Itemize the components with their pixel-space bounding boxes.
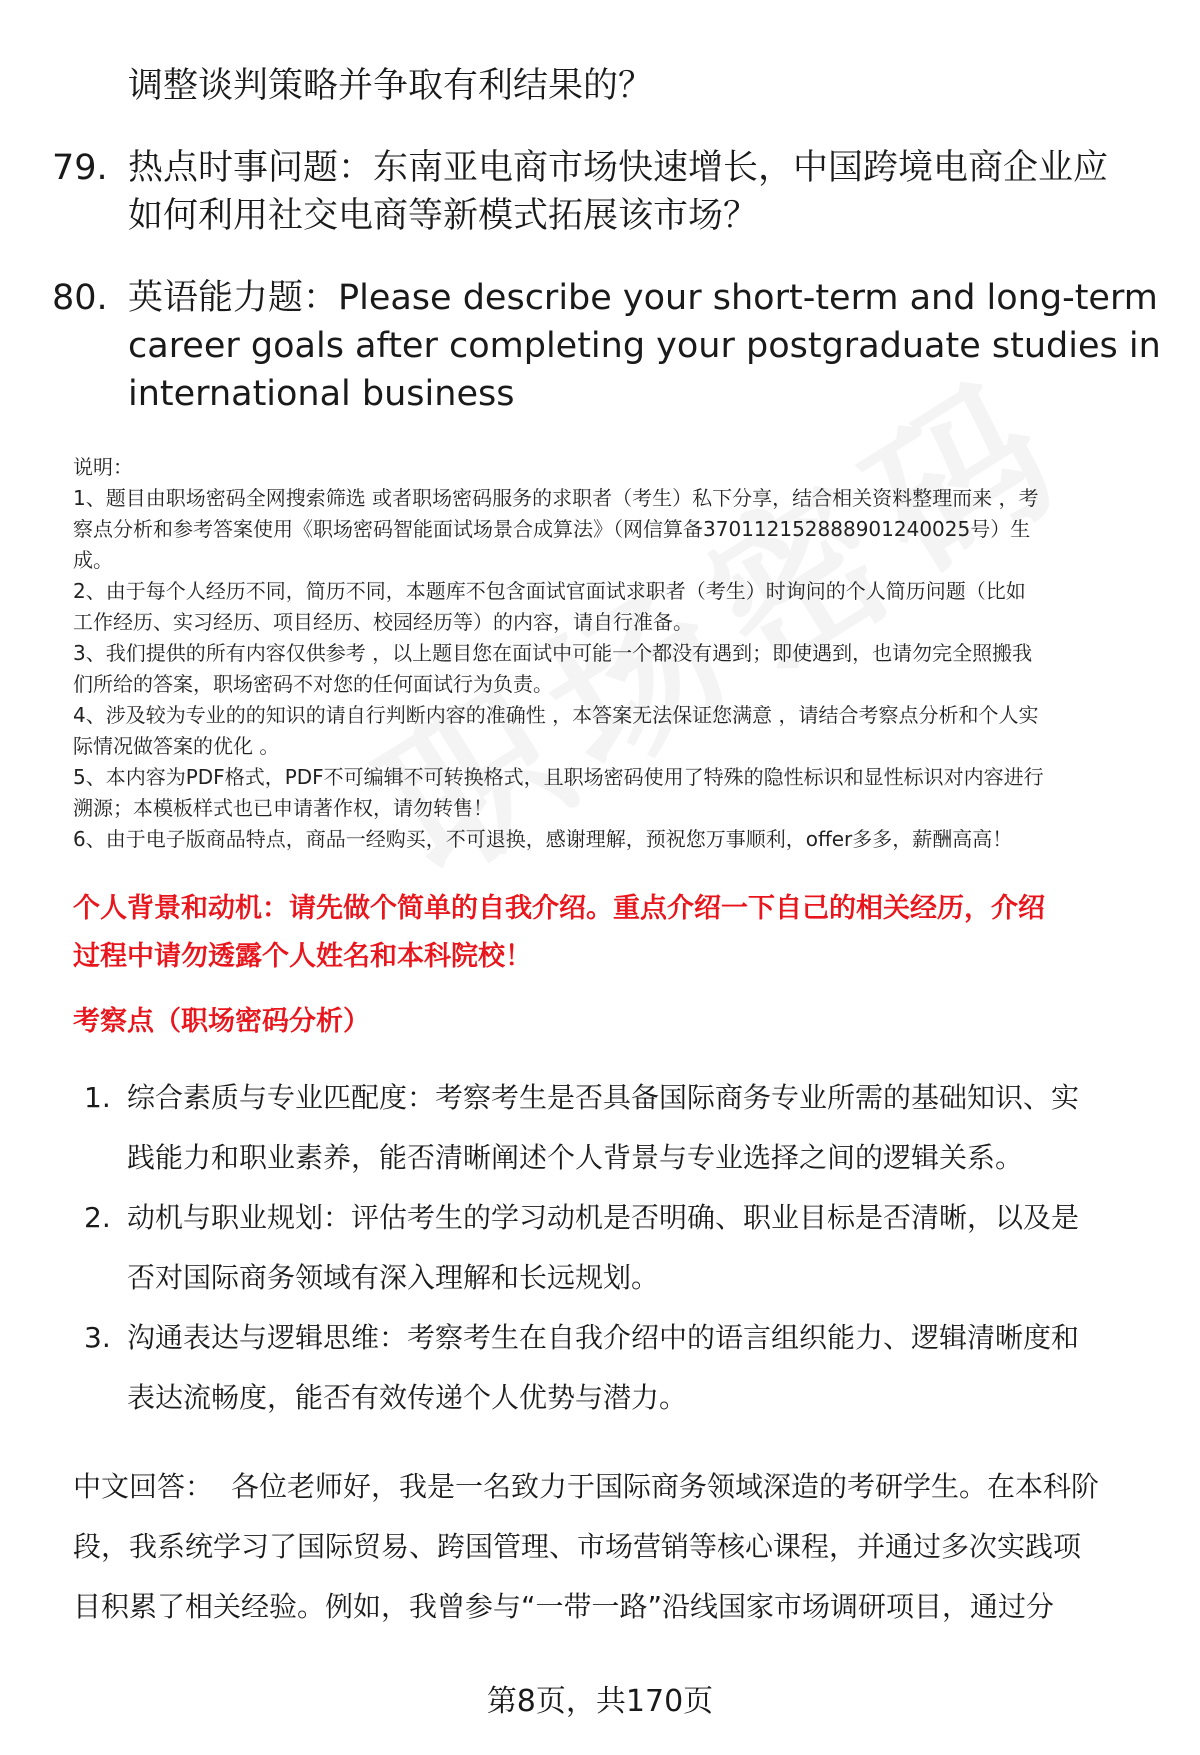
notes-line: 察点分析和参考答案使用《职场密码智能面试场景合成算法》（网信算备370112152888901240025号）生: [73, 517, 1031, 541]
item-number: 2.: [84, 1201, 111, 1234]
item-line: 践能力和职业素养，能否清晰阐述个人背景与专业选择之间的逻辑关系。: [127, 1141, 1024, 1174]
notes-line: 溯源；本模板样式也已申请著作权，请勿转售！: [73, 796, 493, 820]
question-line: 热点时事问题：东南亚电商市场快速增长，中国跨境电商企业应: [128, 148, 1109, 188]
notes-line: 4、涉及较为专业的的知识的请自行判断内容的准确性 ，本答案无法保证您满意 ，请结合考察点分析和个人实: [73, 703, 1039, 727]
item-line: 沟通表达与逻辑思维：考察考生在自我介绍中的语言组织能力、逻辑清晰度和: [127, 1321, 1080, 1354]
question-number: 80.: [52, 278, 108, 318]
notes-line: 工作经历、实习经历、项目经历、校园经历等）的内容，请自行准备。: [73, 610, 693, 634]
item-line: 综合素质与专业匹配度：考察考生是否具备国际商务专业所需的基础知识、实: [127, 1081, 1080, 1114]
page-number-footer: 第8页，共170页: [486, 1684, 714, 1719]
item-number: 1.: [84, 1081, 111, 1114]
notes-line: 际情况做答案的优化 。: [73, 734, 280, 758]
notes-line: 5、本内容为PDF格式，PDF不可编辑不可转换格式，且职场密码使用了特殊的隐性标识和显性标识对内容进行: [73, 765, 1044, 789]
answer-line: 目积累了相关经验。例如，我曾参与“一带一路”沿线国家市场调研项目，通过分: [73, 1590, 1055, 1623]
answer-label: 中文回答：: [73, 1470, 214, 1503]
question-line: 调整谈判策略并争取有利结果的？: [128, 66, 654, 106]
notes-line: 6、由于电子版商品特点，商品一经购买，不可退换，感谢理解，预祝您万事顺利，offer多多，薪酬高高！: [73, 827, 1013, 851]
notes-line: 成。: [73, 548, 113, 572]
question-line: career goals after completing your postgraduate studies in: [128, 326, 1161, 366]
interview-question-line: 过程中请勿透露个人姓名和本科院校！: [73, 941, 532, 972]
notes-line: 们所给的答案，职场密码不对您的任何面试行为负责。: [73, 672, 553, 696]
answer-line: 段，我系统学习了国际贸易、跨国管理、市场营销等核心课程，并通过多次实践项: [73, 1530, 1082, 1563]
item-line: 表达流畅度，能否有效传递个人优势与潜力。: [127, 1381, 688, 1414]
notes-line: 2、由于每个人经历不同，简历不同，本题库不包含面试官面试求职者（考生）时询问的个人简历问题（比如: [73, 579, 1026, 603]
question-line: 英语能力题：Please describe your short-term and long-term: [128, 278, 1158, 318]
question-line: international business: [128, 374, 515, 414]
interview-question: [73, 885, 1163, 981]
analysis-title: 考察点（职场密码分析）: [73, 1006, 370, 1037]
question-line: 如何利用社交电商等新模式拓展该市场？: [128, 196, 759, 236]
answer-line: 各位老师好，我是一名致力于国际商务领域深造的考研学生。在本科阶: [231, 1470, 1100, 1503]
notes-line: 1、题目由职场密码全网搜索筛选 或者职场密码服务的求职者（考生）私下分享，结合相关资料整理而来 ，考: [73, 486, 1039, 510]
disclaimer-notes: [73, 452, 1163, 855]
question-number: 79.: [52, 148, 108, 188]
chinese-answer: [73, 1457, 1163, 1637]
interview-question-line: 个人背景和动机：请先做个简单的自我介绍。重点介绍一下自己的相关经历，介绍: [73, 893, 1045, 924]
notes-line: 3、我们提供的所有内容仅供参考 ，以上题目您在面试中可能一个都没有遇到；即使遇到，也请勿完全照搬我: [73, 641, 1033, 665]
item-number: 3.: [84, 1321, 111, 1354]
item-line: 动机与职业规划：评估考生的学习动机是否明确、职业目标是否清晰，以及是: [127, 1201, 1080, 1234]
notes-line: 说明：: [73, 455, 133, 479]
item-line: 否对国际商务领域有深入理解和长远规划。: [127, 1261, 660, 1294]
